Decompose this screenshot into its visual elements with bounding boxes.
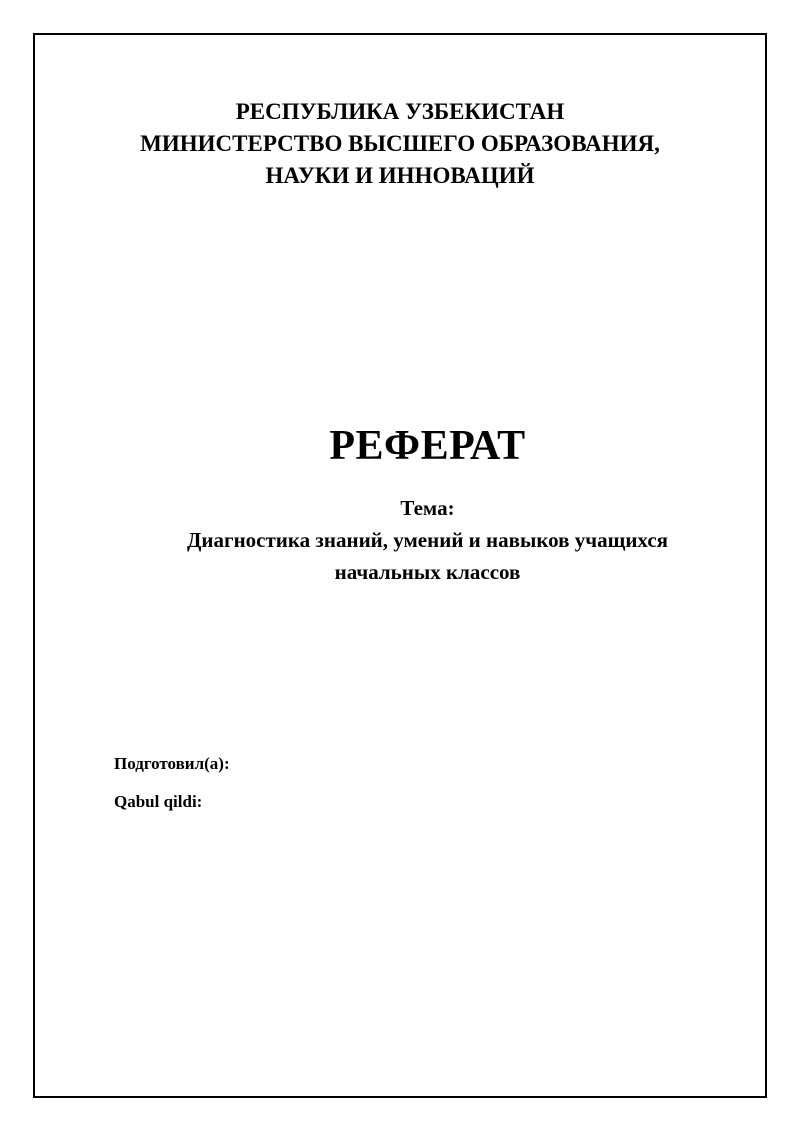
header-ministry: МИНИСТЕРСТВО ВЫСШЕГО ОБРАЗОВАНИЯ,	[140, 131, 660, 156]
topic-section	[0, 492, 800, 588]
topic-label: Тема:	[400, 496, 455, 520]
prepared-by-label: Подготовил(а):	[114, 754, 230, 773]
topic-title-line-2: начальных классов	[334, 560, 521, 584]
institution-header	[0, 96, 800, 192]
document-type-title: РЕФЕРАТ	[329, 423, 526, 469]
accepted-by-label: Qabul qildi:	[114, 792, 203, 811]
header-ministry-continued: НАУКИ И ИННОВАЦИЙ	[265, 163, 535, 188]
topic-title-line-1: Диагностика знаний, умений и навыков учащихся	[186, 528, 668, 552]
header-country: РЕСПУБЛИКА УЗБЕКИСТАН	[235, 99, 565, 124]
signature-section	[114, 754, 230, 830]
